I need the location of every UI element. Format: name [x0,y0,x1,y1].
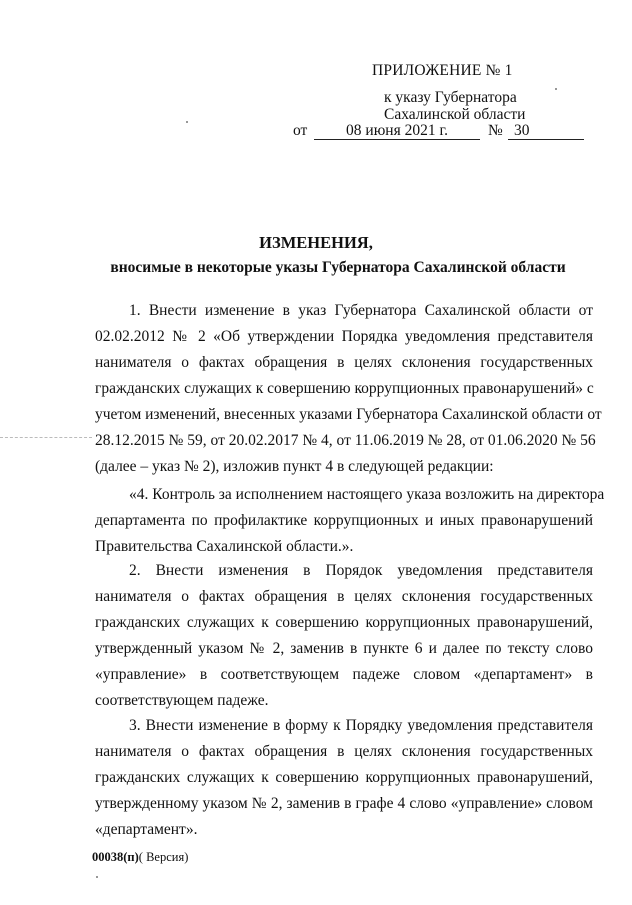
scan-speck [555,88,557,90]
paragraph-line: гражданских служащих к совершению коррупционных правонарушений, [95,769,593,786]
footer-code-number: 00038(п) [92,850,139,864]
scan-speck [96,876,98,878]
appendix-date-field: 08 июня 2021 г. [314,122,480,140]
paragraph-line: 28.12.2015 № 59, от 20.02.2017 № 4, от 11.06.2019 № 28, от 01.06.2020 № 56 [95,432,596,449]
appendix-region-line: Сахалинской области [384,106,526,123]
paragraph-line: нанимателя о фактах обращения в целях склонения государственных [95,588,593,605]
paragraph-3 [95,558,593,714]
paragraph-line: 02.02.2012 № 2 «Об утверждении Порядка уведомления представителя [95,328,593,345]
paragraph-line: 2. Внести изменения в Порядок уведомления представителя [129,562,593,579]
paragraph-1 [95,298,602,480]
paragraph-4 [95,713,593,843]
paragraph-line: соответствующем падеже. [95,692,269,709]
appendix-decree-line: к указу Губернатора [384,89,517,106]
paragraph-line: Правительства Сахалинской области.». [95,538,354,555]
appendix-number-field: 30 [508,122,584,140]
scan-speck [186,121,188,123]
paragraph-line: утвержденному указом № 2, заменив в графе 4 слово «управление» словом [95,795,593,812]
paragraph-line: 3. Внести изменение в форму к Порядку уведомления представителя [129,717,593,734]
paragraph-line: гражданских служащих к совершению коррупционных правонарушений» с [95,380,594,397]
paragraph-line: нанимателя о фактах обращения в целях склонения государственных [95,354,593,371]
paragraph-line: (далее – указ № 2), изложив пункт 4 в следующей редакции: [95,458,494,475]
paragraph-line: 1. Внести изменение в указ Губернатора Сахалинской области от [129,302,593,319]
paragraph-line: «4. Контроль за исполнением настоящего указа возложить на директора [129,486,605,503]
paragraph-line: нанимателя о фактах обращения в целях склонения государственных [95,743,593,760]
paragraph-line: «управление» в соответствующем падеже словом «департамент» в [95,666,593,683]
appendix-from-label: от [293,122,308,139]
paragraph-line: учетом изменений, внесенных указами Губернатора Сахалинской области от [95,406,602,423]
document-subtitle: вносимые в некоторые указы Губернатора Сахалинской области [110,259,566,276]
paragraph-line: департамента по профилактике коррупционных и иных правонарушений [95,512,593,529]
paragraph-line: «департамент». [95,821,198,838]
appendix-number-label: № [488,122,503,139]
document-title: ИЗМЕНЕНИЯ, [259,233,373,252]
appendix-title: ПРИЛОЖЕНИЕ № 1 [372,62,513,79]
footer-version: ( Версия) [138,850,189,864]
paragraph-line: утвержденный указом № 2, заменив в пункте 6 и далее по тексту слово [95,640,593,657]
paragraph-2 [95,482,605,560]
scan-artifact-dashes [0,437,92,438]
footer-code [92,850,188,865]
paragraph-line: гражданских служащих к совершению коррупционных правонарушений, [95,614,593,631]
